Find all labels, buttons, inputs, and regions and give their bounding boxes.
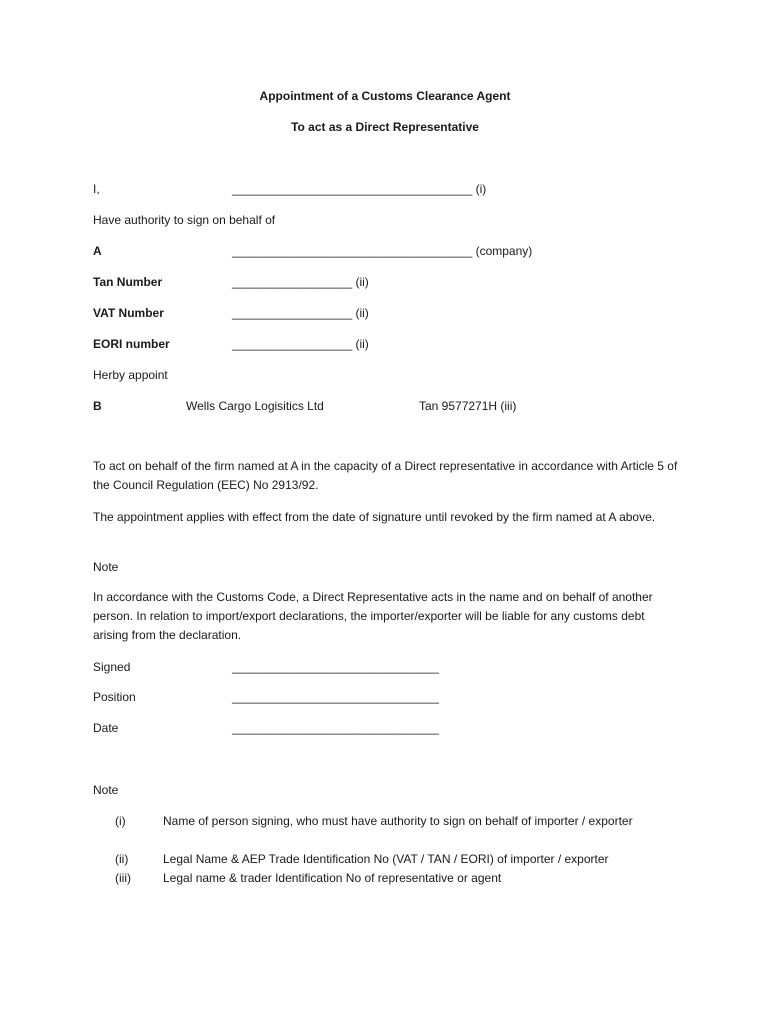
signed-line: _______________________________ — [232, 660, 439, 674]
authority-text: Have authority to sign on behalf of — [93, 213, 276, 227]
effect-paragraph: The appointment applies with effect from the date of signature until revoked by the firm named at A above. — [93, 510, 656, 524]
b-label: B — [93, 399, 102, 413]
vat-number-line: __________________ (ii) — [232, 306, 369, 320]
eori-number-line: __________________ (ii) — [232, 337, 369, 351]
appoint-text: Herby appoint — [93, 368, 168, 382]
note-item-number: (i) — [115, 814, 126, 828]
tan-number-label: Tan Number — [93, 275, 163, 289]
note-item-text: Legal Name & AEP Trade Identification No (VAT / TAN / EORI) of importer / exporter — [163, 852, 609, 866]
company-line: ____________________________________ (company) — [232, 244, 533, 258]
note-item-text: Legal name & trader Identification No of representative or agent — [163, 871, 502, 885]
note-item-number: (ii) — [115, 852, 129, 866]
note-item-number: (iii) — [115, 871, 131, 885]
eori-number-label: EORI number — [93, 337, 170, 351]
tan-number-line: __________________ (ii) — [232, 275, 369, 289]
position-line: _______________________________ — [232, 690, 439, 704]
a-label: A — [93, 244, 102, 258]
notes-heading: Note — [93, 783, 119, 797]
customs-code-paragraph: In accordance with the Customs Code, a Direct Representative acts in the name and on behalf of another person. In relation to import/export declarations, the importer/exporter will be liable for any customs debt arising from the declaration. — [93, 590, 653, 642]
i-signatory-line: ____________________________________ (i) — [232, 182, 487, 196]
position-label: Position — [93, 690, 136, 704]
signed-label: Signed — [93, 660, 131, 674]
document-title: Appointment of a Customs Clearance Agent — [259, 89, 511, 103]
note-item-text: Name of person signing, who must have authority to sign on behalf of importer / exporter — [163, 814, 633, 828]
representation-paragraph: To act on behalf of the firm named at A in the capacity of a Direct representative in accordance with Article 5 of the Council Regulation (EEC) No 2913/92. — [93, 459, 678, 492]
agent-company-name: Wells Cargo Logisitics Ltd — [186, 399, 324, 413]
vat-number-label: VAT Number — [93, 306, 164, 320]
date-label: Date — [93, 721, 119, 735]
date-line: _______________________________ — [232, 721, 439, 735]
note-heading: Note — [93, 560, 119, 574]
i-label: I, — [93, 182, 100, 196]
document-subtitle: To act as a Direct Representative — [291, 120, 479, 134]
agent-tan-number: Tan 9577271H (iii) — [419, 399, 517, 413]
